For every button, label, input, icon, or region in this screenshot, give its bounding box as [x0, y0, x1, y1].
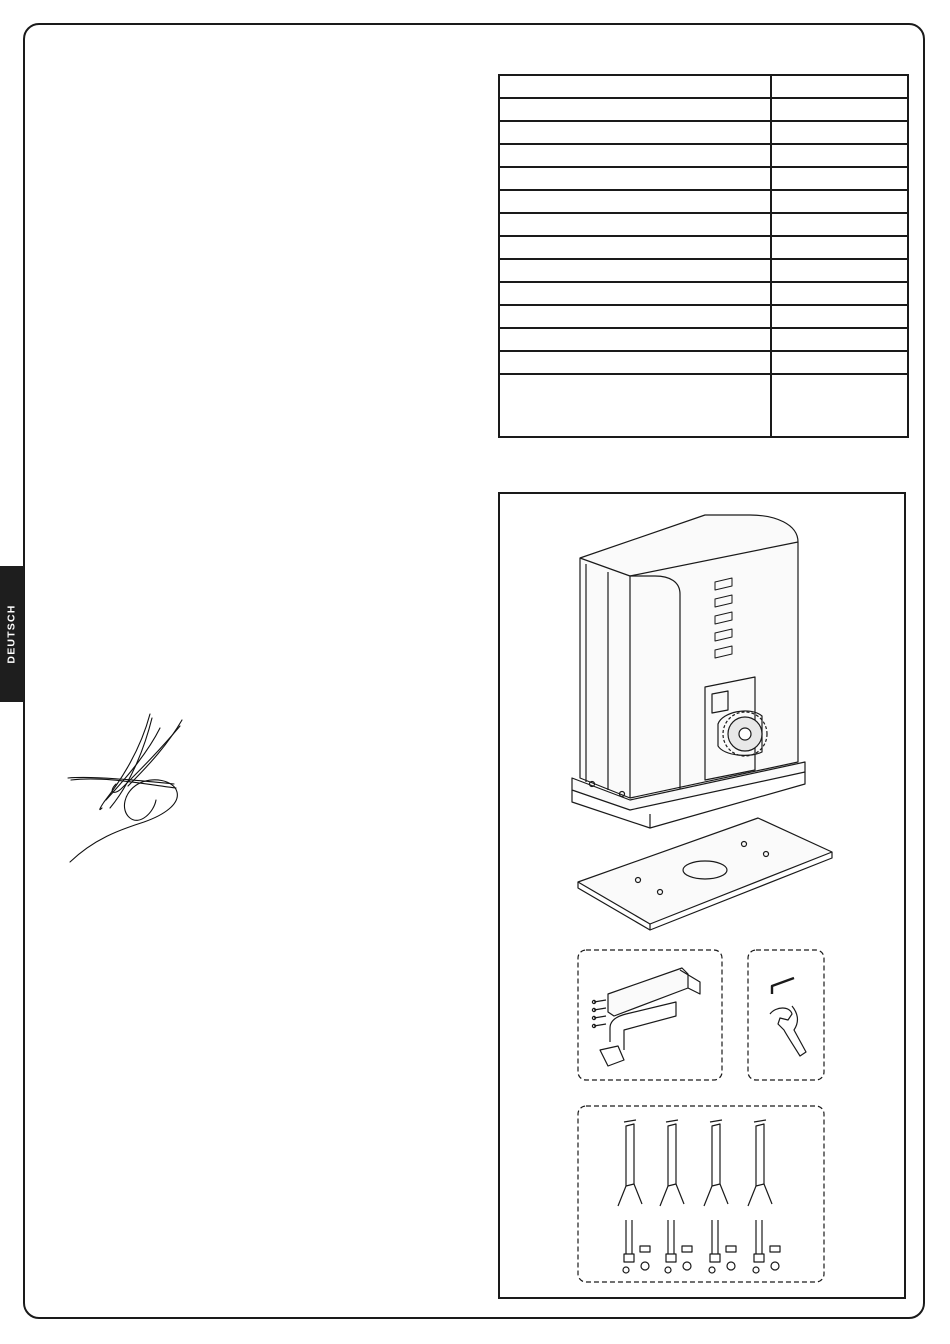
- table-row: [499, 259, 908, 282]
- spec-table: [498, 74, 909, 438]
- table-row: [499, 351, 908, 374]
- signature-image: [64, 704, 186, 864]
- table-row: [499, 282, 908, 305]
- table-row: [499, 75, 908, 98]
- language-tab-label: DEUTSCH: [6, 604, 18, 664]
- table-row: [499, 213, 908, 236]
- motor-unit: [572, 515, 805, 828]
- table-row: [499, 328, 908, 351]
- anchor-bolts: [578, 1106, 824, 1282]
- parts-drawing: [500, 494, 908, 1301]
- table-row: [499, 190, 908, 213]
- table-row: [499, 167, 908, 190]
- table-row: [499, 374, 908, 437]
- base-plate: [578, 818, 832, 930]
- limit-switch-brackets: [578, 950, 722, 1080]
- table-row: [499, 98, 908, 121]
- language-tab: [0, 566, 24, 702]
- hex-key-and-release-wrench: [748, 950, 824, 1080]
- table-row: [499, 236, 908, 259]
- table-row: [499, 121, 908, 144]
- package-contents-figure: [498, 492, 906, 1299]
- table-row: [499, 305, 908, 328]
- table-row: [499, 144, 908, 167]
